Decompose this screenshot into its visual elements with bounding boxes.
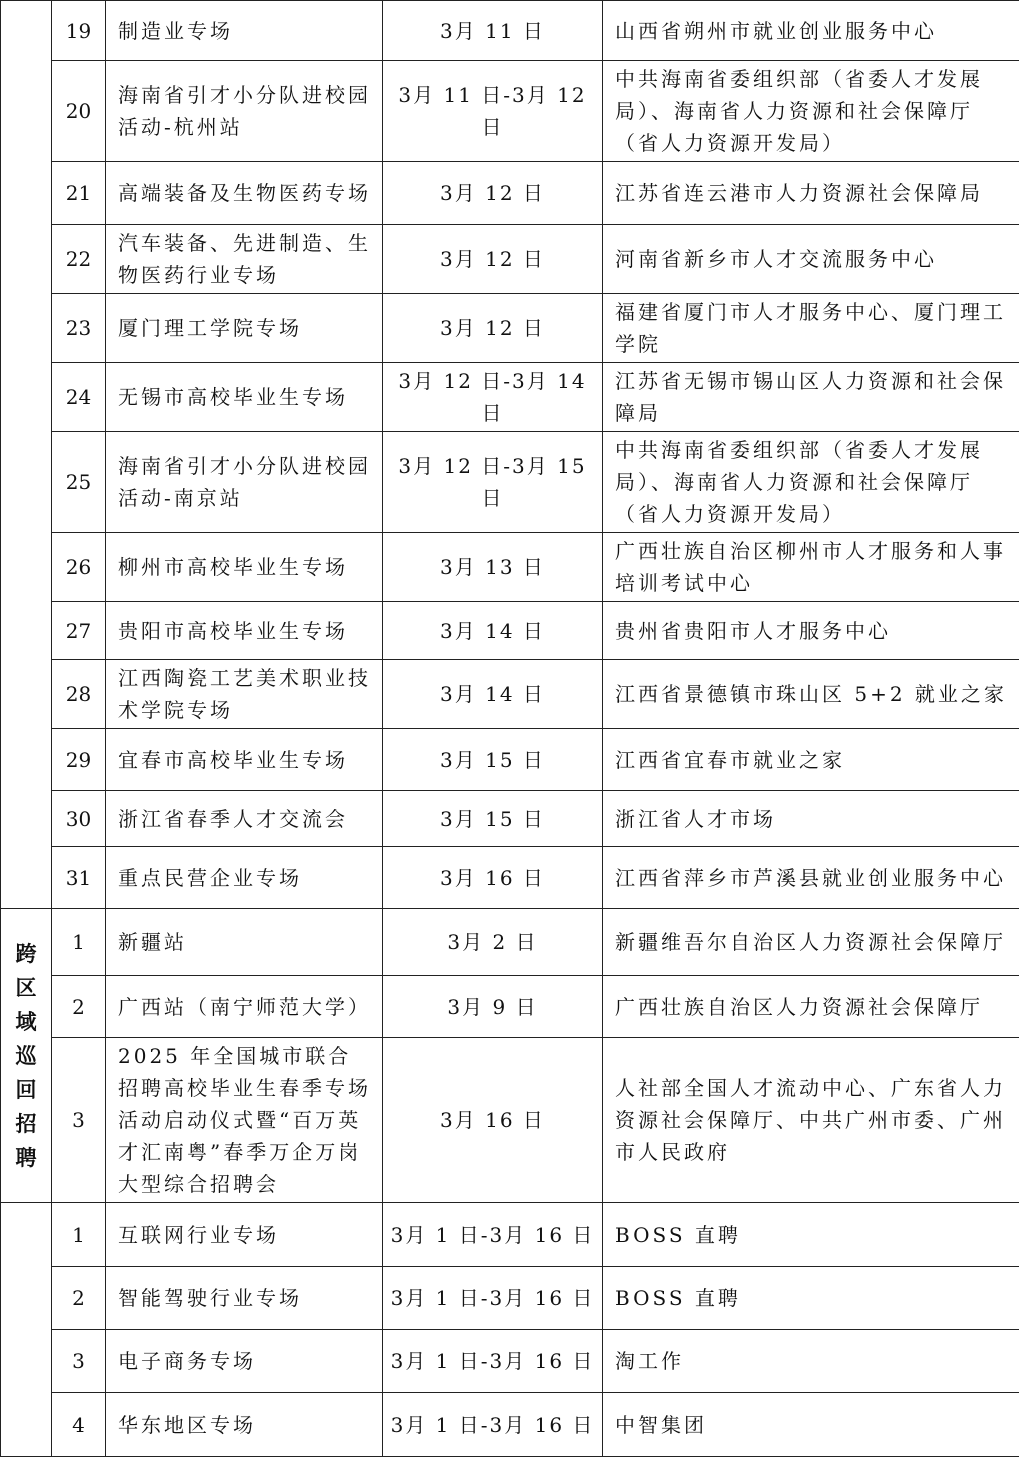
event-date: 3月 16 日 bbox=[383, 847, 603, 909]
organizer: 新疆维吾尔自治区人力资源社会保障厅 bbox=[603, 909, 1019, 976]
table-row bbox=[1, 1330, 1019, 1393]
event-name: 电子商务专场 bbox=[106, 1330, 383, 1393]
event-date: 3月 14 日 bbox=[383, 660, 603, 729]
category-cell-blank bbox=[1, 1, 52, 909]
event-date: 3月 13 日 bbox=[383, 533, 603, 602]
table-row bbox=[1, 1038, 1019, 1203]
event-date: 3月 11 日 bbox=[383, 1, 603, 61]
table-row bbox=[1, 432, 1019, 533]
row-index: 30 bbox=[52, 791, 106, 847]
event-name: 宜春市高校毕业生专场 bbox=[106, 729, 383, 791]
event-date: 3月 12 日 bbox=[383, 225, 603, 294]
row-index: 2 bbox=[52, 976, 106, 1038]
event-date: 3月 12 日 bbox=[383, 294, 603, 363]
row-index: 31 bbox=[52, 847, 106, 909]
event-name: 海南省引才小分队进校园活动-杭州站 bbox=[106, 61, 383, 162]
category-label: 跨区域巡回招聘 bbox=[14, 937, 38, 1175]
row-index: 22 bbox=[52, 225, 106, 294]
organizer: 河南省新乡市人才交流服务中心 bbox=[603, 225, 1019, 294]
event-date: 3月 15 日 bbox=[383, 729, 603, 791]
event-name: 智能驾驶行业专场 bbox=[106, 1267, 383, 1330]
organizer: BOSS 直聘 bbox=[603, 1203, 1019, 1267]
event-name: 广西站（南宁师范大学） bbox=[106, 976, 383, 1038]
organizer: 贵州省贵阳市人才服务中心 bbox=[603, 602, 1019, 660]
row-index: 1 bbox=[52, 909, 106, 976]
table-row bbox=[1, 602, 1019, 660]
row-index: 21 bbox=[52, 162, 106, 225]
event-date: 3月 9 日 bbox=[383, 976, 603, 1038]
table-row bbox=[1, 61, 1019, 162]
organizer: 江苏省无锡市锡山区人力资源和社会保障局 bbox=[603, 363, 1019, 432]
schedule-table-body bbox=[1, 1, 1019, 1457]
event-date: 3月 1 日-3月 16 日 bbox=[383, 1393, 603, 1457]
event-name: 新疆站 bbox=[106, 909, 383, 976]
row-index: 26 bbox=[52, 533, 106, 602]
organizer: 广西壮族自治区柳州市人才服务和人事培训考试中心 bbox=[603, 533, 1019, 602]
organizer: 淘工作 bbox=[603, 1330, 1019, 1393]
row-index: 1 bbox=[52, 1203, 106, 1267]
event-date: 3月 12 日-3月 14 日 bbox=[383, 363, 603, 432]
organizer: 中共海南省委组织部（省委人才发展局）、海南省人力资源和社会保障厅（省人力资源开发局） bbox=[603, 432, 1019, 533]
event-name: 江西陶瓷工艺美术职业技术学院专场 bbox=[106, 660, 383, 729]
organizer: 江苏省连云港市人力资源社会保障局 bbox=[603, 162, 1019, 225]
event-name: 重点民营企业专场 bbox=[106, 847, 383, 909]
event-name: 制造业专场 bbox=[106, 1, 383, 61]
organizer: 江西省萍乡市芦溪县就业创业服务中心 bbox=[603, 847, 1019, 909]
organizer: 广西壮族自治区人力资源社会保障厅 bbox=[603, 976, 1019, 1038]
event-date: 3月 12 日-3月 15 日 bbox=[383, 432, 603, 533]
table-row bbox=[1, 909, 1019, 976]
event-name: 贵阳市高校毕业生专场 bbox=[106, 602, 383, 660]
row-index: 25 bbox=[52, 432, 106, 533]
row-index: 4 bbox=[52, 1393, 106, 1457]
event-date: 3月 1 日-3月 16 日 bbox=[383, 1267, 603, 1330]
event-date: 3月 15 日 bbox=[383, 791, 603, 847]
event-name: 互联网行业专场 bbox=[106, 1203, 383, 1267]
table-row bbox=[1, 791, 1019, 847]
event-name: 华东地区专场 bbox=[106, 1393, 383, 1457]
event-name: 浙江省春季人才交流会 bbox=[106, 791, 383, 847]
table-row bbox=[1, 294, 1019, 363]
event-date: 3月 1 日-3月 16 日 bbox=[383, 1203, 603, 1267]
event-date: 3月 12 日 bbox=[383, 162, 603, 225]
category-cell-blank bbox=[1, 1203, 52, 1457]
table-row bbox=[1, 533, 1019, 602]
event-name: 高端装备及生物医药专场 bbox=[106, 162, 383, 225]
event-name: 海南省引才小分队进校园活动-南京站 bbox=[106, 432, 383, 533]
table-row bbox=[1, 976, 1019, 1038]
row-index: 27 bbox=[52, 602, 106, 660]
organizer: 山西省朔州市就业创业服务中心 bbox=[603, 1, 1019, 61]
organizer: 人社部全国人才流动中心、广东省人力资源社会保障厅、中共广州市委、广州市人民政府 bbox=[603, 1038, 1019, 1203]
table-row bbox=[1, 660, 1019, 729]
row-index: 24 bbox=[52, 363, 106, 432]
organizer: 中智集团 bbox=[603, 1393, 1019, 1457]
event-name: 汽车装备、先进制造、生物医药行业专场 bbox=[106, 225, 383, 294]
organizer: 江西省宜春市就业之家 bbox=[603, 729, 1019, 791]
organizer: 福建省厦门市人才服务中心、厦门理工学院 bbox=[603, 294, 1019, 363]
organizer: 浙江省人才市场 bbox=[603, 791, 1019, 847]
row-index: 23 bbox=[52, 294, 106, 363]
organizer: 中共海南省委组织部（省委人才发展局）、海南省人力资源和社会保障厅（省人力资源开发局） bbox=[603, 61, 1019, 162]
table-row bbox=[1, 1267, 1019, 1330]
event-name: 厦门理工学院专场 bbox=[106, 294, 383, 363]
table-row bbox=[1, 1, 1019, 61]
row-index: 2 bbox=[52, 1267, 106, 1330]
table-row bbox=[1, 225, 1019, 294]
table-row bbox=[1, 162, 1019, 225]
table-row bbox=[1, 1203, 1019, 1267]
table-row bbox=[1, 847, 1019, 909]
table-row bbox=[1, 729, 1019, 791]
row-index: 19 bbox=[52, 1, 106, 61]
event-date: 3月 14 日 bbox=[383, 602, 603, 660]
event-name: 无锡市高校毕业生专场 bbox=[106, 363, 383, 432]
table-row bbox=[1, 1393, 1019, 1457]
row-index: 3 bbox=[52, 1330, 106, 1393]
event-date: 3月 2 日 bbox=[383, 909, 603, 976]
organizer: 江西省景德镇市珠山区 5+2 就业之家 bbox=[603, 660, 1019, 729]
row-index: 29 bbox=[52, 729, 106, 791]
row-index: 3 bbox=[52, 1038, 106, 1203]
event-date: 3月 16 日 bbox=[383, 1038, 603, 1203]
table-row bbox=[1, 363, 1019, 432]
event-name: 柳州市高校毕业生专场 bbox=[106, 533, 383, 602]
event-date: 3月 1 日-3月 16 日 bbox=[383, 1330, 603, 1393]
category-cell bbox=[1, 909, 52, 1203]
event-name: 2025 年全国城市联合招聘高校毕业生春季专场活动启动仪式暨“百万英才汇南粤”春季万企万岗大型综合招聘会 bbox=[106, 1038, 383, 1203]
row-index: 20 bbox=[52, 61, 106, 162]
row-index: 28 bbox=[52, 660, 106, 729]
organizer: BOSS 直聘 bbox=[603, 1267, 1019, 1330]
event-date: 3月 11 日-3月 12 日 bbox=[383, 61, 603, 162]
